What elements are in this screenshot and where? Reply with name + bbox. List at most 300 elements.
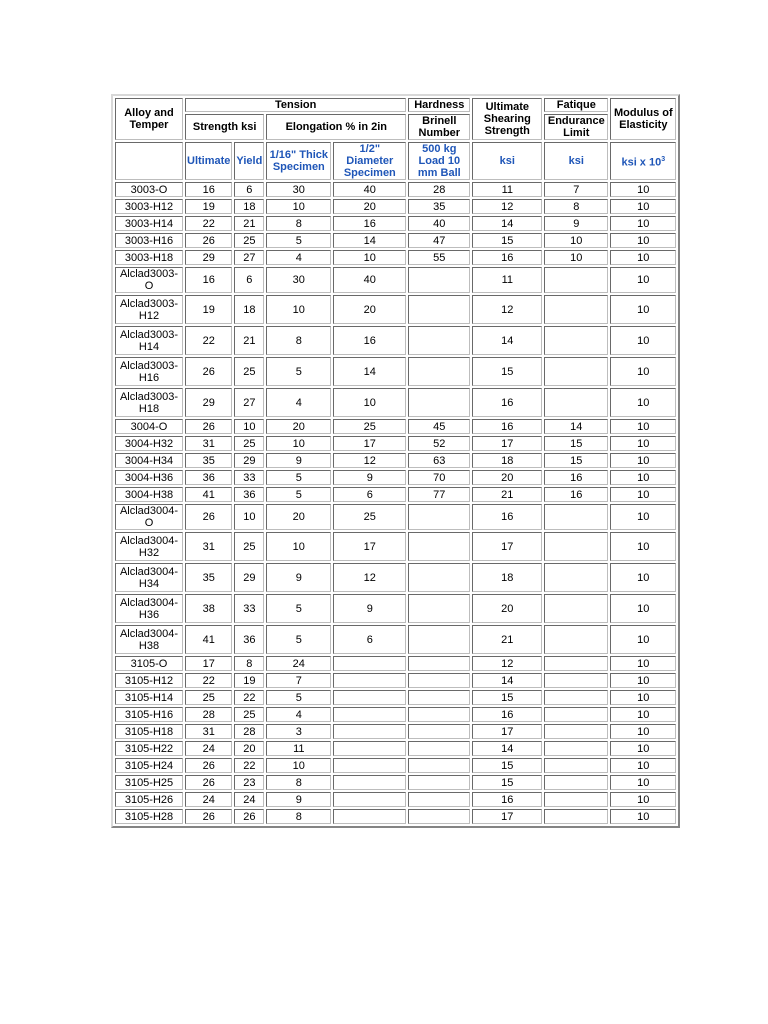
cell-elong-dia <box>333 741 406 756</box>
cell-shear: 16 <box>472 792 542 807</box>
cell-brinell <box>408 809 470 824</box>
cell-shear: 15 <box>472 233 542 248</box>
cell-yield: 28 <box>234 724 264 739</box>
cell-elong-thick: 5 <box>266 625 331 654</box>
cell-elong-thick: 7 <box>266 673 331 688</box>
cell-brinell <box>408 267 470 293</box>
cell-endurance <box>544 758 608 773</box>
cell-modulus: 10 <box>610 470 676 485</box>
cell-shear: 20 <box>472 594 542 623</box>
cell-elong-dia: 14 <box>333 357 406 386</box>
header-brinell: Brinell Number <box>408 114 470 140</box>
cell-modulus: 10 <box>610 690 676 705</box>
table-row <box>115 673 676 688</box>
cell-modulus: 10 <box>610 419 676 434</box>
cell-alloy: Alclad3003-H18 <box>115 388 183 417</box>
header-elongation: Elongation % in 2in <box>266 114 406 140</box>
cell-alloy: Alclad3004-H32 <box>115 532 183 561</box>
cell-modulus: 10 <box>610 673 676 688</box>
table-row <box>115 470 676 485</box>
cell-alloy: 3004-H38 <box>115 487 183 502</box>
cell-ultimate: 26 <box>185 504 232 530</box>
cell-modulus: 10 <box>610 809 676 824</box>
table-row <box>115 656 676 671</box>
cell-modulus: 10 <box>610 326 676 355</box>
cell-shear: 17 <box>472 532 542 561</box>
cell-elong-thick: 11 <box>266 741 331 756</box>
cell-shear: 17 <box>472 724 542 739</box>
cell-ultimate: 26 <box>185 758 232 773</box>
cell-shear: 12 <box>472 199 542 214</box>
cell-shear: 20 <box>472 470 542 485</box>
cell-elong-dia: 20 <box>333 295 406 324</box>
cell-modulus: 10 <box>610 182 676 197</box>
cell-ultimate: 26 <box>185 357 232 386</box>
cell-modulus: 10 <box>610 436 676 451</box>
cell-endurance: 15 <box>544 436 608 451</box>
cell-ultimate: 22 <box>185 673 232 688</box>
cell-yield: 36 <box>234 625 264 654</box>
cell-endurance <box>544 388 608 417</box>
table-row <box>115 199 676 214</box>
cell-endurance <box>544 295 608 324</box>
cell-brinell: 70 <box>408 470 470 485</box>
table-row <box>115 625 676 654</box>
header-shear-unit: ksi <box>472 142 542 180</box>
cell-shear: 16 <box>472 419 542 434</box>
cell-brinell <box>408 724 470 739</box>
cell-alloy: Alclad3004-H36 <box>115 594 183 623</box>
cell-shear: 17 <box>472 809 542 824</box>
cell-modulus: 10 <box>610 487 676 502</box>
cell-alloy: 3004-H36 <box>115 470 183 485</box>
cell-modulus: 10 <box>610 357 676 386</box>
cell-elong-dia: 9 <box>333 470 406 485</box>
cell-elong-dia: 9 <box>333 594 406 623</box>
cell-elong-thick: 8 <box>266 216 331 231</box>
cell-shear: 21 <box>472 625 542 654</box>
cell-ultimate: 31 <box>185 724 232 739</box>
cell-modulus: 10 <box>610 532 676 561</box>
cell-brinell: 45 <box>408 419 470 434</box>
cell-modulus: 10 <box>610 741 676 756</box>
cell-shear: 14 <box>472 673 542 688</box>
cell-alloy: Alclad3003-H14 <box>115 326 183 355</box>
cell-yield: 25 <box>234 532 264 561</box>
header-units-row <box>115 142 676 180</box>
cell-elong-thick: 9 <box>266 792 331 807</box>
cell-ultimate: 29 <box>185 250 232 265</box>
cell-elong-dia: 6 <box>333 625 406 654</box>
header-alloy-temper: Alloy and Temper <box>115 98 183 140</box>
table-row <box>115 453 676 468</box>
cell-endurance <box>544 792 608 807</box>
cell-ultimate: 35 <box>185 453 232 468</box>
header-ultimate: Ultimate <box>185 142 232 180</box>
cell-endurance <box>544 625 608 654</box>
cell-elong-thick: 5 <box>266 594 331 623</box>
cell-shear: 15 <box>472 758 542 773</box>
cell-alloy: 3004-H32 <box>115 436 183 451</box>
cell-yield: 25 <box>234 357 264 386</box>
cell-endurance <box>544 594 608 623</box>
cell-elong-dia: 17 <box>333 436 406 451</box>
cell-brinell: 35 <box>408 199 470 214</box>
cell-shear: 21 <box>472 487 542 502</box>
modulus-unit-exponent: 3 <box>661 155 666 163</box>
table-row <box>115 233 676 248</box>
cell-modulus: 10 <box>610 625 676 654</box>
cell-ultimate: 24 <box>185 741 232 756</box>
cell-yield: 29 <box>234 453 264 468</box>
cell-shear: 16 <box>472 250 542 265</box>
cell-shear: 11 <box>472 267 542 293</box>
cell-modulus: 10 <box>610 199 676 214</box>
table-row <box>115 594 676 623</box>
cell-endurance: 9 <box>544 216 608 231</box>
table-row <box>115 267 676 293</box>
cell-modulus: 10 <box>610 453 676 468</box>
cell-brinell <box>408 775 470 790</box>
cell-yield: 18 <box>234 199 264 214</box>
cell-elong-dia: 40 <box>333 267 406 293</box>
cell-elong-thick: 24 <box>266 656 331 671</box>
cell-ultimate: 22 <box>185 326 232 355</box>
cell-modulus: 10 <box>610 388 676 417</box>
table-row <box>115 758 676 773</box>
table-row <box>115 563 676 592</box>
cell-yield: 26 <box>234 809 264 824</box>
cell-ultimate: 31 <box>185 532 232 561</box>
cell-yield: 8 <box>234 656 264 671</box>
cell-elong-thick: 5 <box>266 470 331 485</box>
cell-shear: 15 <box>472 690 542 705</box>
cell-endurance <box>544 690 608 705</box>
cell-endurance: 15 <box>544 453 608 468</box>
cell-elong-thick: 5 <box>266 357 331 386</box>
cell-alloy: Alclad3003-O <box>115 267 183 293</box>
cell-yield: 25 <box>234 707 264 722</box>
cell-brinell <box>408 388 470 417</box>
cell-yield: 29 <box>234 563 264 592</box>
cell-elong-thick: 10 <box>266 199 331 214</box>
cell-ultimate: 26 <box>185 809 232 824</box>
cell-elong-thick: 4 <box>266 707 331 722</box>
cell-ultimate: 24 <box>185 792 232 807</box>
header-fatigue-unit: ksi <box>544 142 608 180</box>
cell-elong-dia: 25 <box>333 504 406 530</box>
cell-endurance <box>544 775 608 790</box>
cell-elong-dia <box>333 690 406 705</box>
cell-modulus: 10 <box>610 216 676 231</box>
cell-modulus: 10 <box>610 656 676 671</box>
cell-elong-thick: 9 <box>266 453 331 468</box>
cell-brinell <box>408 326 470 355</box>
cell-elong-dia: 6 <box>333 487 406 502</box>
cell-yield: 24 <box>234 792 264 807</box>
cell-elong-dia: 40 <box>333 182 406 197</box>
cell-shear: 12 <box>472 295 542 324</box>
cell-brinell <box>408 563 470 592</box>
cell-elong-dia: 10 <box>333 388 406 417</box>
cell-ultimate: 26 <box>185 233 232 248</box>
cell-yield: 20 <box>234 741 264 756</box>
cell-yield: 23 <box>234 775 264 790</box>
cell-ultimate: 19 <box>185 199 232 214</box>
cell-endurance: 10 <box>544 250 608 265</box>
cell-brinell <box>408 656 470 671</box>
cell-modulus: 10 <box>610 792 676 807</box>
cell-elong-dia <box>333 809 406 824</box>
table-row <box>115 250 676 265</box>
cell-elong-dia: 16 <box>333 326 406 355</box>
cell-ultimate: 41 <box>185 487 232 502</box>
cell-brinell <box>408 625 470 654</box>
table-row <box>115 216 676 231</box>
cell-alloy: Alclad3004-H34 <box>115 563 183 592</box>
cell-ultimate: 22 <box>185 216 232 231</box>
cell-endurance <box>544 326 608 355</box>
cell-alloy: Alclad3003-H16 <box>115 357 183 386</box>
cell-elong-thick: 20 <box>266 419 331 434</box>
cell-alloy: 3105-O <box>115 656 183 671</box>
header-modulus-unit <box>610 142 676 180</box>
cell-ultimate: 36 <box>185 470 232 485</box>
cell-shear: 14 <box>472 326 542 355</box>
cell-alloy: 3105-H28 <box>115 809 183 824</box>
cell-yield: 6 <box>234 182 264 197</box>
header-modulus: Modulus of Elasticity <box>610 98 676 140</box>
cell-alloy: 3003-H18 <box>115 250 183 265</box>
cell-endurance <box>544 656 608 671</box>
cell-brinell <box>408 673 470 688</box>
cell-brinell: 47 <box>408 233 470 248</box>
header-row-1 <box>115 98 676 112</box>
cell-shear: 18 <box>472 563 542 592</box>
cell-ultimate: 16 <box>185 182 232 197</box>
cell-brinell: 40 <box>408 216 470 231</box>
cell-shear: 18 <box>472 453 542 468</box>
cell-yield: 33 <box>234 470 264 485</box>
cell-brinell: 55 <box>408 250 470 265</box>
header-tension: Tension <box>185 98 406 112</box>
cell-yield: 19 <box>234 673 264 688</box>
cell-elong-dia <box>333 758 406 773</box>
cell-elong-dia <box>333 724 406 739</box>
cell-alloy: 3105-H16 <box>115 707 183 722</box>
cell-shear: 16 <box>472 707 542 722</box>
cell-elong-dia: 10 <box>333 250 406 265</box>
cell-yield: 22 <box>234 690 264 705</box>
cell-ultimate: 17 <box>185 656 232 671</box>
table-row <box>115 724 676 739</box>
cell-yield: 25 <box>234 233 264 248</box>
table-body <box>115 182 676 824</box>
cell-endurance <box>544 741 608 756</box>
cell-brinell <box>408 792 470 807</box>
cell-elong-thick: 20 <box>266 504 331 530</box>
cell-elong-thick: 10 <box>266 436 331 451</box>
cell-brinell <box>408 532 470 561</box>
cell-alloy: 3003-O <box>115 182 183 197</box>
cell-ultimate: 25 <box>185 690 232 705</box>
header-yield: Yield <box>234 142 264 180</box>
cell-endurance: 8 <box>544 199 608 214</box>
cell-brinell <box>408 504 470 530</box>
table-row <box>115 707 676 722</box>
cell-elong-dia <box>333 792 406 807</box>
cell-yield: 22 <box>234 758 264 773</box>
cell-shear: 16 <box>472 388 542 417</box>
cell-ultimate: 35 <box>185 563 232 592</box>
cell-modulus: 10 <box>610 233 676 248</box>
cell-elong-thick: 4 <box>266 388 331 417</box>
cell-alloy: 3003-H14 <box>115 216 183 231</box>
cell-elong-dia: 16 <box>333 216 406 231</box>
cell-ultimate: 29 <box>185 388 232 417</box>
cell-elong-thick: 5 <box>266 487 331 502</box>
cell-modulus: 10 <box>610 295 676 324</box>
cell-yield: 21 <box>234 326 264 355</box>
cell-yield: 10 <box>234 504 264 530</box>
table-row <box>115 419 676 434</box>
cell-modulus: 10 <box>610 594 676 623</box>
cell-elong-dia: 25 <box>333 419 406 434</box>
header-endurance-limit: Endurance Limit <box>544 114 608 140</box>
header-strength-ksi: Strength ksi <box>185 114 264 140</box>
cell-endurance <box>544 504 608 530</box>
cell-alloy: 3105-H24 <box>115 758 183 773</box>
table-row <box>115 504 676 530</box>
cell-modulus: 10 <box>610 267 676 293</box>
cell-alloy: Alclad3004-O <box>115 504 183 530</box>
cell-alloy: 3105-H14 <box>115 690 183 705</box>
cell-elong-dia <box>333 707 406 722</box>
table-row <box>115 792 676 807</box>
cell-alloy: 3105-H12 <box>115 673 183 688</box>
modulus-unit-text: ksi x 10 <box>621 156 662 169</box>
cell-endurance: 16 <box>544 487 608 502</box>
cell-alloy: 3105-H22 <box>115 741 183 756</box>
cell-endurance <box>544 563 608 592</box>
cell-alloy: 3003-H12 <box>115 199 183 214</box>
cell-elong-thick: 30 <box>266 267 331 293</box>
cell-elong-thick: 4 <box>266 250 331 265</box>
cell-brinell: 52 <box>408 436 470 451</box>
cell-yield: 21 <box>234 216 264 231</box>
cell-elong-thick: 8 <box>266 809 331 824</box>
cell-endurance <box>544 532 608 561</box>
table-row <box>115 295 676 324</box>
table-row <box>115 326 676 355</box>
cell-shear: 14 <box>472 741 542 756</box>
table-row <box>115 690 676 705</box>
table-row <box>115 741 676 756</box>
cell-endurance: 16 <box>544 470 608 485</box>
cell-endurance: 14 <box>544 419 608 434</box>
table-row <box>115 357 676 386</box>
cell-brinell <box>408 741 470 756</box>
header-diameter-specimen: 1/2" Diameter Specimen <box>333 142 406 180</box>
cell-elong-dia: 12 <box>333 453 406 468</box>
cell-shear: 15 <box>472 357 542 386</box>
cell-shear: 15 <box>472 775 542 790</box>
header-row-2 <box>115 114 676 140</box>
cell-brinell <box>408 758 470 773</box>
cell-shear: 17 <box>472 436 542 451</box>
cell-elong-thick: 3 <box>266 724 331 739</box>
cell-ultimate: 31 <box>185 436 232 451</box>
cell-elong-dia <box>333 656 406 671</box>
cell-alloy: 3003-H16 <box>115 233 183 248</box>
cell-ultimate: 16 <box>185 267 232 293</box>
cell-modulus: 10 <box>610 504 676 530</box>
cell-elong-thick: 10 <box>266 532 331 561</box>
cell-shear: 14 <box>472 216 542 231</box>
cell-yield: 6 <box>234 267 264 293</box>
cell-ultimate: 41 <box>185 625 232 654</box>
cell-brinell <box>408 295 470 324</box>
cell-endurance <box>544 809 608 824</box>
header-hardness: Hardness <box>408 98 470 112</box>
table-row <box>115 532 676 561</box>
cell-elong-dia: 14 <box>333 233 406 248</box>
cell-modulus: 10 <box>610 250 676 265</box>
cell-yield: 33 <box>234 594 264 623</box>
header-fatigue: Fatique <box>544 98 608 112</box>
cell-brinell <box>408 357 470 386</box>
cell-modulus: 10 <box>610 707 676 722</box>
cell-shear: 12 <box>472 656 542 671</box>
header-load: 500 kg Load 10 mm Ball <box>408 142 470 180</box>
cell-alloy: 3105-H26 <box>115 792 183 807</box>
cell-elong-dia <box>333 673 406 688</box>
cell-alloy: 3004-H34 <box>115 453 183 468</box>
cell-brinell <box>408 594 470 623</box>
cell-endurance: 7 <box>544 182 608 197</box>
table-row <box>115 182 676 197</box>
cell-elong-thick: 8 <box>266 326 331 355</box>
cell-shear: 16 <box>472 504 542 530</box>
cell-brinell <box>408 690 470 705</box>
cell-yield: 36 <box>234 487 264 502</box>
cell-endurance <box>544 707 608 722</box>
cell-alloy: Alclad3003-H12 <box>115 295 183 324</box>
cell-alloy: Alclad3004-H38 <box>115 625 183 654</box>
cell-yield: 27 <box>234 388 264 417</box>
table-row <box>115 775 676 790</box>
table-row <box>115 487 676 502</box>
cell-endurance <box>544 673 608 688</box>
header-units-blank <box>115 142 183 180</box>
table-container <box>111 94 680 828</box>
cell-modulus: 10 <box>610 724 676 739</box>
cell-elong-dia: 20 <box>333 199 406 214</box>
cell-modulus: 10 <box>610 563 676 592</box>
cell-ultimate: 28 <box>185 707 232 722</box>
cell-yield: 10 <box>234 419 264 434</box>
cell-alloy: 3105-H18 <box>115 724 183 739</box>
cell-elong-thick: 10 <box>266 295 331 324</box>
cell-yield: 27 <box>234 250 264 265</box>
cell-endurance <box>544 357 608 386</box>
header-thick-specimen: 1/16" Thick Specimen <box>266 142 331 180</box>
cell-elong-thick: 8 <box>266 775 331 790</box>
table-row <box>115 436 676 451</box>
cell-brinell: 28 <box>408 182 470 197</box>
table-row <box>115 388 676 417</box>
cell-elong-dia: 12 <box>333 563 406 592</box>
